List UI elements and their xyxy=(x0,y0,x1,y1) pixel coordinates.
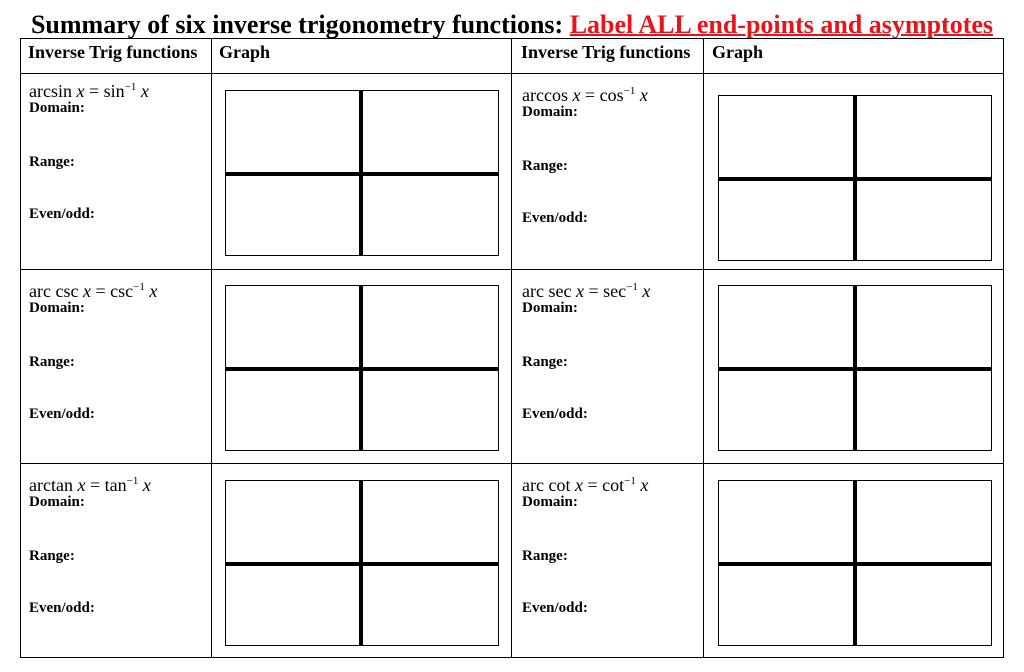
y-axis xyxy=(359,481,363,645)
graph-arccot[interactable] xyxy=(718,480,992,646)
graph-arccos[interactable] xyxy=(718,95,992,261)
worksheet-title xyxy=(0,10,1024,40)
domain-label: Domain: xyxy=(29,100,85,116)
range-label: Range: xyxy=(29,154,75,170)
range-label: Range: xyxy=(522,354,568,370)
function-arctan: $\arctan x = \tan^{-1} x$ xyxy=(29,475,151,495)
range-label: Range: xyxy=(522,548,568,564)
graph-arcsec[interactable] xyxy=(718,285,992,451)
header-graph-right: Graph xyxy=(712,42,764,62)
function-arccot: arc $\cot x = \cot^{-1} x$ xyxy=(522,475,649,495)
function-arccsc: arc $\csc x = \csc^{-1} x$ xyxy=(29,281,158,301)
row-divider xyxy=(21,73,1003,74)
y-axis xyxy=(359,286,363,450)
graph-arctan[interactable] xyxy=(225,480,499,646)
summary-table xyxy=(20,38,1004,658)
even-odd-label: Even/odd: xyxy=(522,406,588,422)
header-graph-left: Graph xyxy=(219,42,271,62)
even-odd-label: Even/odd: xyxy=(522,600,588,616)
y-axis xyxy=(853,481,857,645)
domain-label: Domain: xyxy=(522,300,578,316)
function-arcsin: $\arcsin x = \sin^{-1} x$ xyxy=(29,81,149,101)
domain-label: Domain: xyxy=(522,494,578,510)
domain-label: Domain: xyxy=(29,494,85,510)
range-label: Range: xyxy=(29,354,75,370)
range-label: Range: xyxy=(522,158,568,174)
title-main: Summary of six inverse trigonometry functions: xyxy=(30,10,570,39)
even-odd-label: Even/odd: xyxy=(29,206,95,222)
even-odd-label: Even/odd: xyxy=(29,600,95,616)
row-divider xyxy=(21,269,1003,270)
header-inverse-trig-functions-right: Inverse Trig functions xyxy=(521,42,691,62)
y-axis xyxy=(853,286,857,450)
title-instruction: Label ALL end-points and asymptotes xyxy=(569,10,994,39)
function-arcsec: arc $\sec x = \sec^{-1} x$ xyxy=(522,281,651,301)
function-arccos: $\arccos x = \cos^{-1} x$ xyxy=(522,85,648,105)
graph-arccsc[interactable] xyxy=(225,285,499,451)
domain-label: Domain: xyxy=(29,300,85,316)
column-divider xyxy=(703,39,704,657)
even-odd-label: Even/odd: xyxy=(522,210,588,226)
y-axis xyxy=(853,96,857,260)
column-divider xyxy=(511,39,512,657)
y-axis xyxy=(359,91,363,255)
graph-arcsin[interactable] xyxy=(225,90,499,256)
column-divider xyxy=(211,39,212,657)
row-divider xyxy=(21,463,1003,464)
range-label: Range: xyxy=(29,548,75,564)
domain-label: Domain: xyxy=(522,104,578,120)
header-inverse-trig-functions-left: Inverse Trig functions xyxy=(28,42,198,62)
even-odd-label: Even/odd: xyxy=(29,406,95,422)
